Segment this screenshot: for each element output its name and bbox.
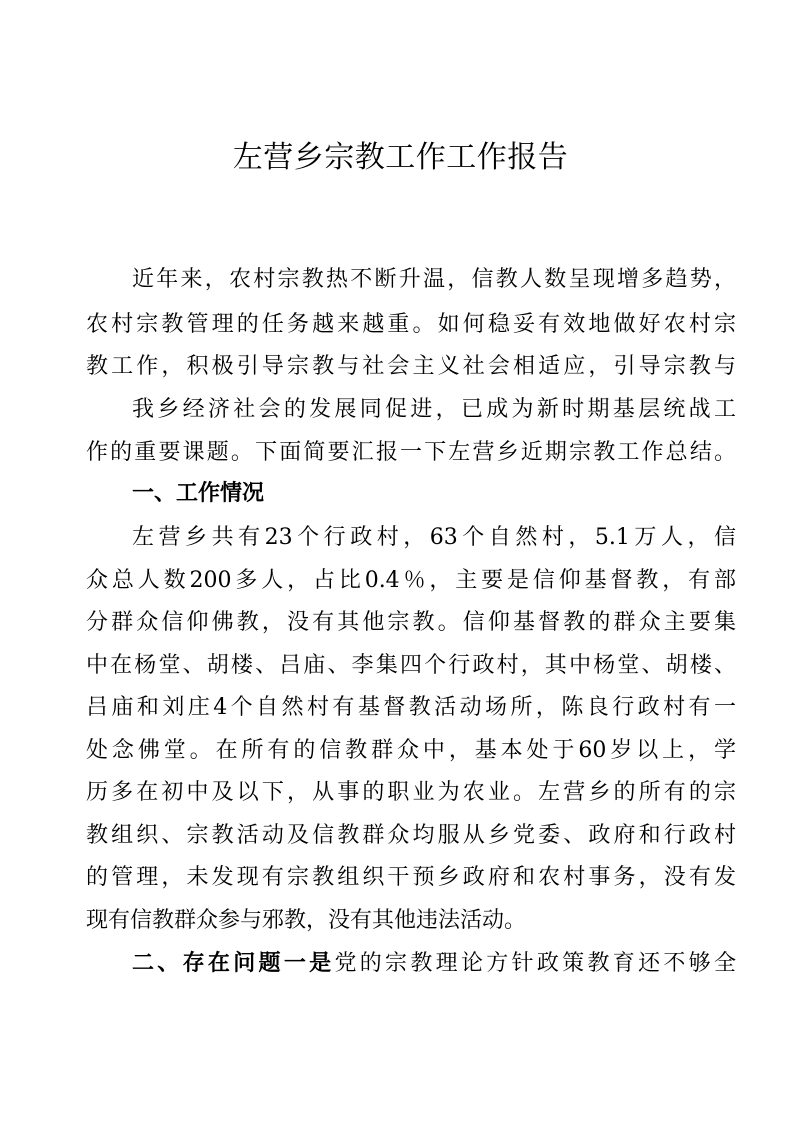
- section1-line-4: 中在杨堂、胡楼、吕庙、李集四个行政村，其中杨堂、胡楼、: [86, 653, 736, 678]
- section1-line-2: 众总人数200多人，占比0.4％，主要是信仰基督教，有部: [86, 568, 736, 593]
- intro-line-5: 作的重要课题。下面简要汇报一下左营乡近期宗教工作总结。: [86, 440, 736, 465]
- intro-line-3: 教工作，积极引导宗教与社会主义社会相适应，引导宗教与: [86, 354, 736, 379]
- section1-line-7: 历多在初中及以下，从事的职业为农业。左营乡的所有的宗: [86, 780, 736, 805]
- section2-line-1: [132, 948, 736, 980]
- section1-line-5: 吕庙和刘庄4个自然村有基督教活动场所，陈良行政村有一: [86, 695, 736, 720]
- intro-line-2: 农村宗教管理的任务越来越重。如何稳妥有效地做好农村宗: [86, 312, 736, 337]
- section1-line-9: 的管理，未发现有宗教组织干预乡政府和农村事务，没有发: [86, 865, 736, 890]
- section2-text: 党的宗教理论方针政策教育还不够全: [334, 951, 736, 976]
- section1-line-3: 分群众信仰佛教，没有其他宗教。信仰基督教的群众主要集: [86, 610, 736, 635]
- section1-line-10: 现有信教群众参与邪教，没有其他违法活动。: [86, 908, 527, 933]
- section-heading-problems: 二、存在问题一是: [132, 951, 335, 976]
- section1-line-6: 处念佛堂。在所有的信教群众中，基本处于60岁以上，学: [86, 738, 736, 763]
- section-heading-work-status: 一、工作情况: [132, 481, 265, 506]
- section1-line-1: 左营乡共有23个行政村，63个自然村，5.1万人，信: [132, 525, 736, 550]
- intro-line-4: 我乡经济社会的发展同促进，已成为新时期基层统战工: [132, 397, 736, 422]
- document-title: 左营乡宗教工作工作报告: [232, 140, 569, 175]
- section1-line-8: 教组织、宗教活动及信教群众均服从乡党委、政府和行政村: [86, 823, 736, 848]
- intro-line-1: 近年来，农村宗教热不断升温，信教人数呈现增多趋势，: [132, 267, 736, 292]
